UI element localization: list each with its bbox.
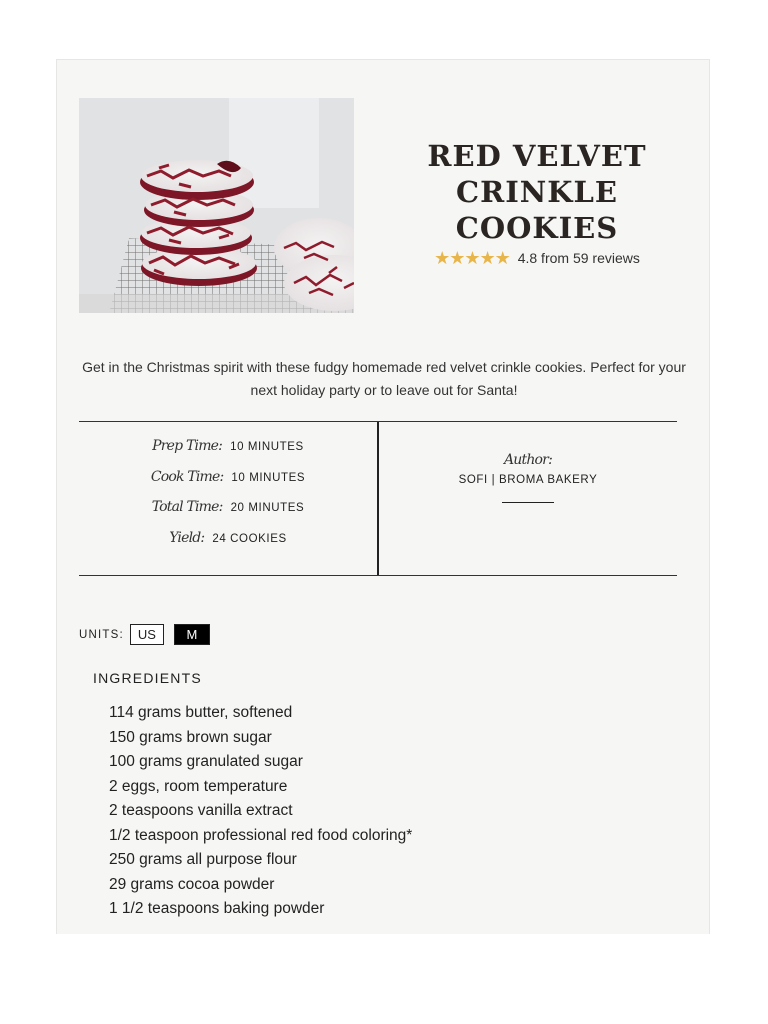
ingredient-item: 1/2 teaspoon professional red food coloring* xyxy=(109,826,413,844)
ingredients-heading: INGREDIENTS xyxy=(93,670,202,686)
cook-time-label: Cook Time: xyxy=(150,468,224,485)
recipe-photo xyxy=(79,98,354,313)
ingredient-item: 150 grams brown sugar xyxy=(109,728,272,746)
divider xyxy=(79,575,677,576)
recipe-title: RED VELVET CRINKLE COOKIES xyxy=(427,139,647,245)
units-toggle xyxy=(79,624,220,645)
cook-time-row xyxy=(79,469,377,500)
star-rating-icon[interactable]: ★★★★★ xyxy=(434,248,510,268)
rating-summary: 4.8 from 59 reviews xyxy=(517,250,640,266)
ingredient-item: 2 eggs, room temperature xyxy=(109,777,288,795)
ingredient-item: 1 1/2 teaspoons baking powder xyxy=(109,900,325,917)
rating[interactable] xyxy=(407,248,667,269)
recipe-times xyxy=(79,438,377,560)
prep-time-label: Prep Time: xyxy=(152,438,223,454)
units-label: UNITS: xyxy=(79,628,124,641)
author-block xyxy=(379,452,677,503)
total-time-label: Total Time: xyxy=(151,499,223,515)
prep-time-value: 10 MINUTES xyxy=(230,441,304,453)
total-time-row xyxy=(79,499,377,530)
yield-label: Yield: xyxy=(169,529,205,546)
units-metric-button[interactable]: M xyxy=(174,624,210,645)
ingredient-item: 114 grams butter, softened xyxy=(109,704,293,721)
author-name: SOFI | BROMA BAKERY xyxy=(458,474,598,486)
prep-time-row xyxy=(79,438,377,469)
cookies-image xyxy=(79,98,354,313)
ingredients-list xyxy=(109,701,412,922)
ingredient-item: 29 grams cocoa powder xyxy=(109,875,275,893)
yield-row xyxy=(79,530,377,561)
ingredient-item: 250 grams all purpose flour xyxy=(109,851,297,868)
recipe-card xyxy=(56,59,710,934)
author-divider xyxy=(502,502,554,503)
ingredient-item: 2 teaspoons vanilla extract xyxy=(109,802,293,819)
cook-time-value: 10 MINUTES xyxy=(231,471,306,484)
author-label: Author: xyxy=(503,452,552,468)
units-us-button[interactable]: US xyxy=(130,624,164,645)
recipe-summary: Get in the Christmas spirit with these fudgy homemade red velvet crinkle cookies. Perfect for your next holiday party or to leave out for Santa! xyxy=(82,359,686,398)
ingredient-item: 100 grams granulated sugar xyxy=(109,753,303,770)
yield-value: 24 COOKIES xyxy=(212,532,287,545)
total-time-value: 20 MINUTES xyxy=(230,502,305,514)
